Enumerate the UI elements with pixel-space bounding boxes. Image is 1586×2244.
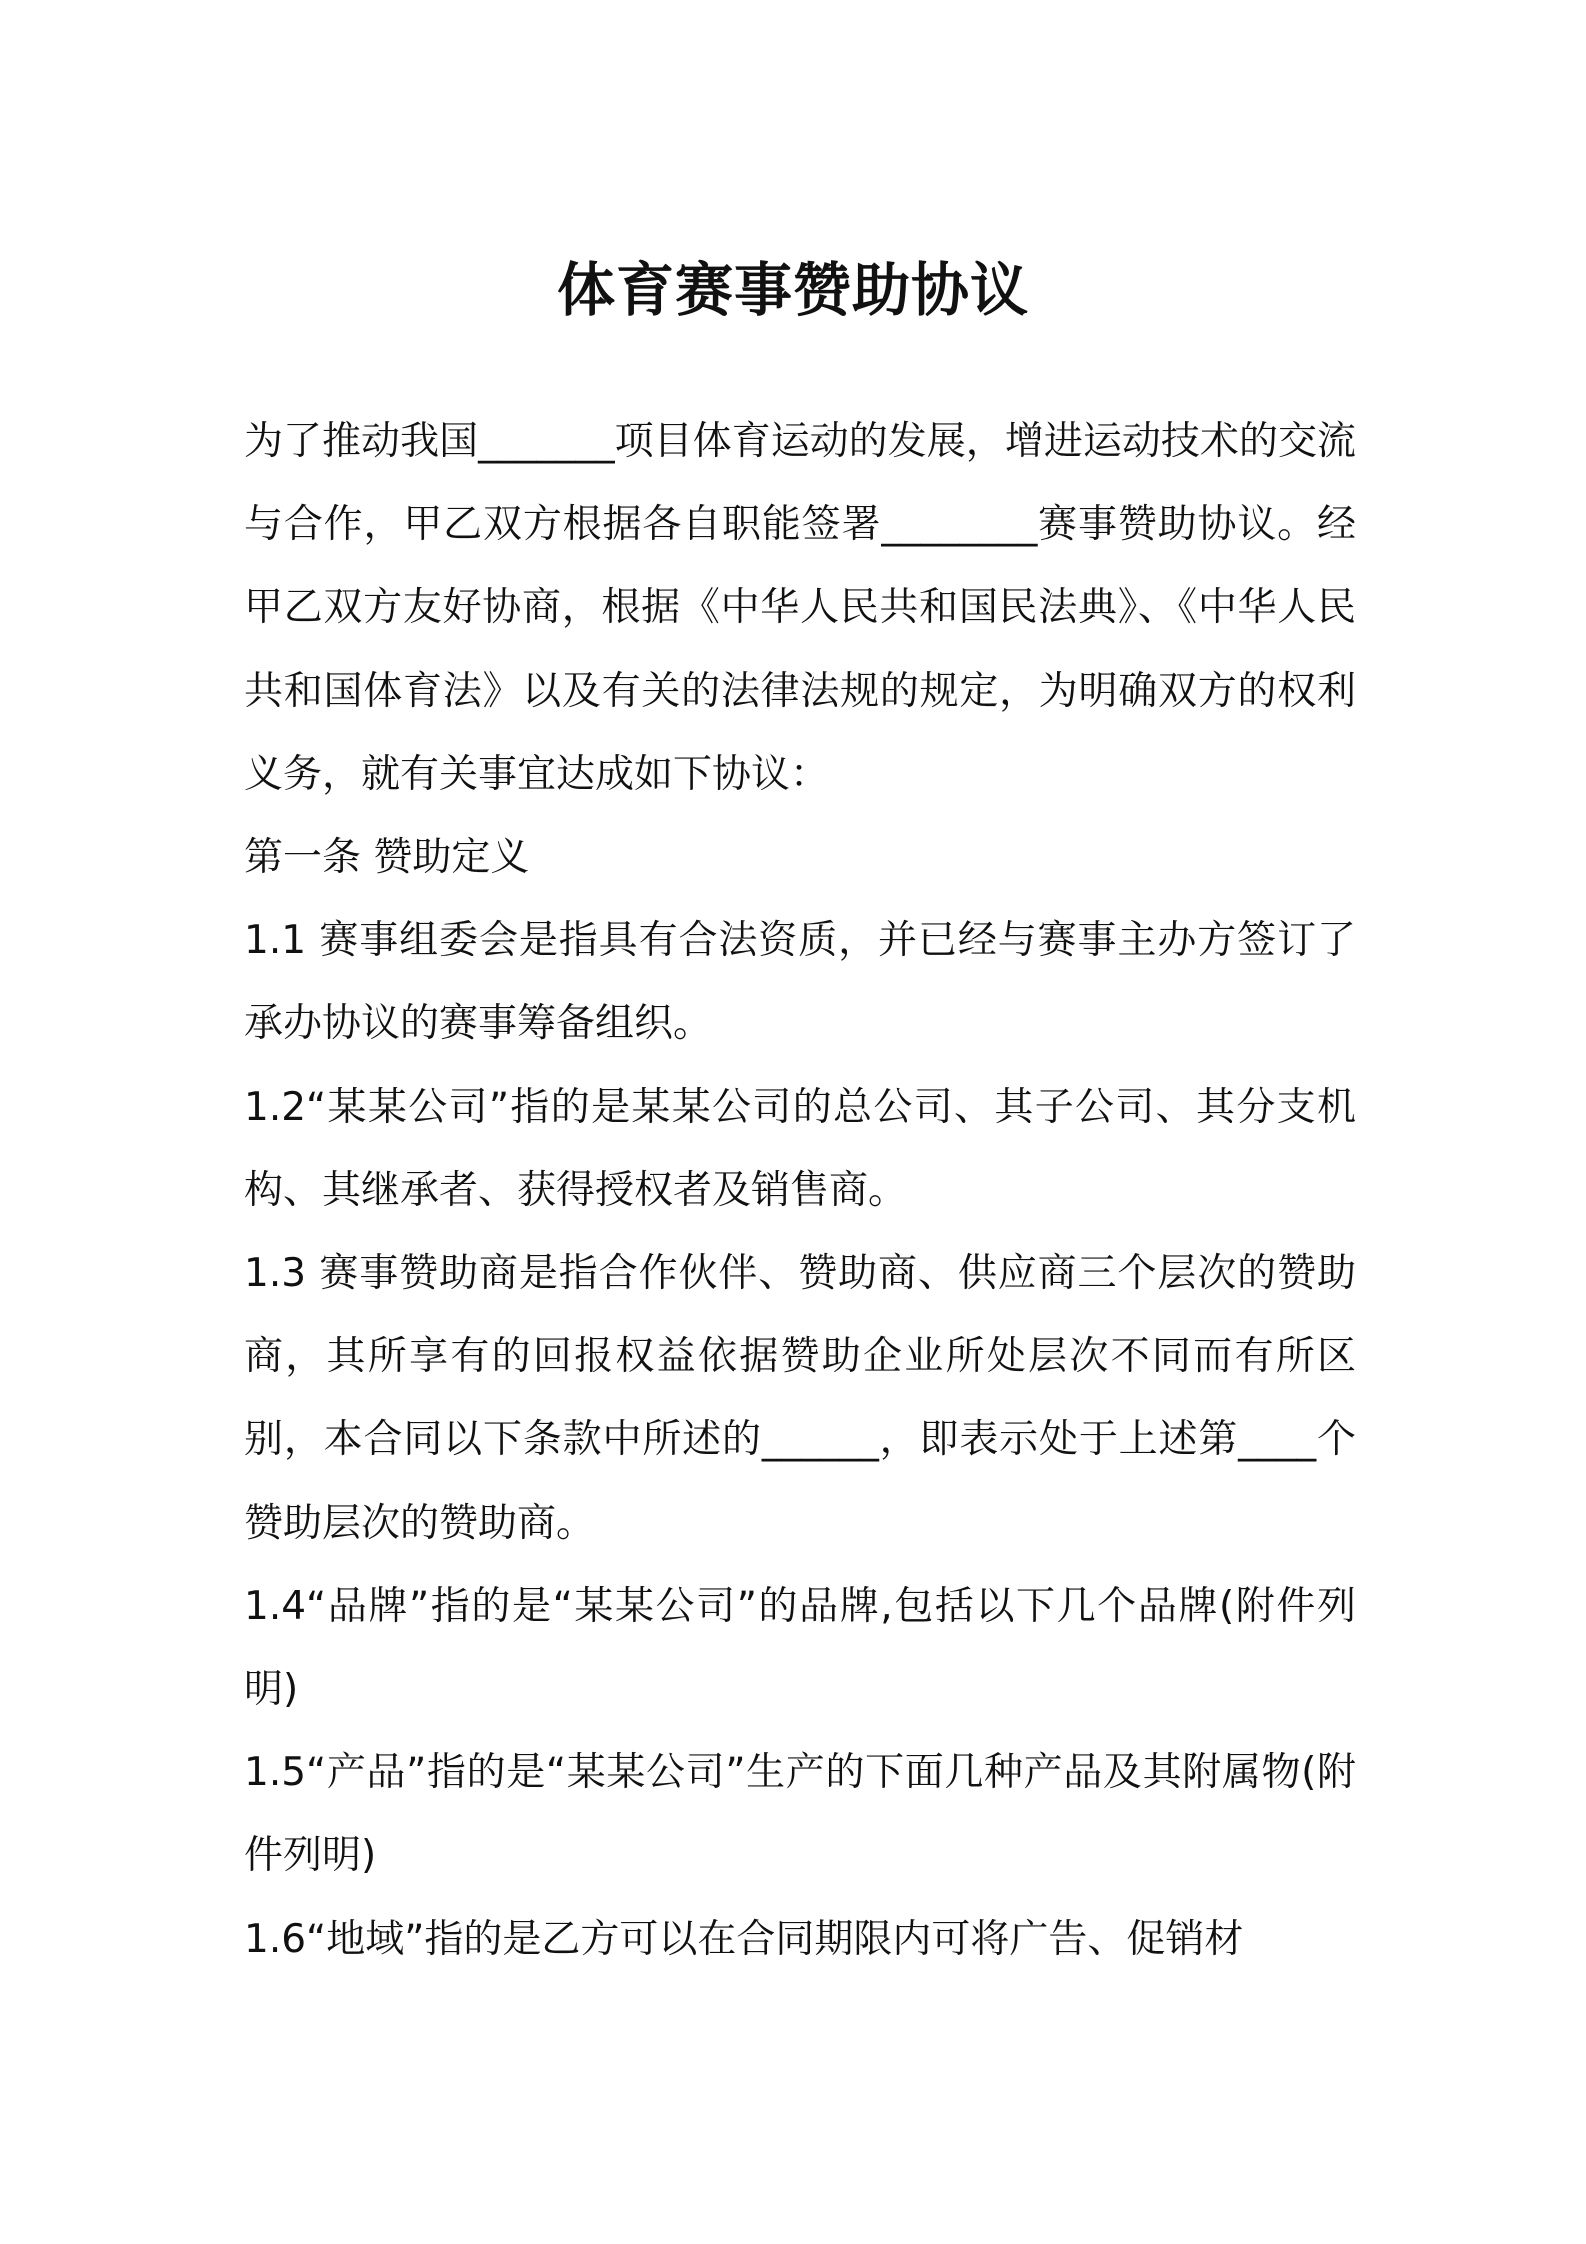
clause-1-6: 1.6“地域”指的是乙方可以在合同期限内可将广告、促销材 [244, 1916, 1244, 1962]
intro-paragraph: 为了推动我国_______项目体育运动的发展，增进运动技术的交流与合作，甲乙双方根据各自职能签署________赛事赞助协议。经甲乙双方友好协商，根据《中华人民共和国民法典》、《中华人民共和国体育法》以及有关的法律法规的规定，为明确双方的权利义务，就有关事宜达成如下协议： [244, 419, 1356, 797]
document-title: 体育赛事赞助协议 [556, 256, 1029, 324]
clause-1-4: 1.4“品牌”指的是“某某公司”的品牌,包括以下几个品牌(附件列明) [244, 1583, 1356, 1713]
clause-1-5: 1.5“产品”指的是“某某公司”生产的下面几种产品及其附属物(附件列明) [244, 1750, 1356, 1879]
clause-1-3: 1.3 赛事赞助商是指合作伙伴、赞助商、供应商三个层次的赞助商，其所享有的回报权益依据赞助企业所处层次不同而有所区别，本合同以下条款中所述的______，即表示处于上述第____个赞助层次的赞助商。 [244, 1251, 1356, 1546]
document-body [244, 400, 1356, 1981]
article-heading: 第一条 赞助定义 [244, 835, 530, 881]
clause-1-1: 1.1 赛事组委会是指具有合法资质，并已经与赛事主办方签订了承办协议的赛事筹备组织。 [244, 918, 1356, 1047]
clause-1-2: 1.2“某某公司”指的是某某公司的总公司、其子公司、其分支机构、其继承者、获得授权者及销售商。 [244, 1084, 1356, 1213]
